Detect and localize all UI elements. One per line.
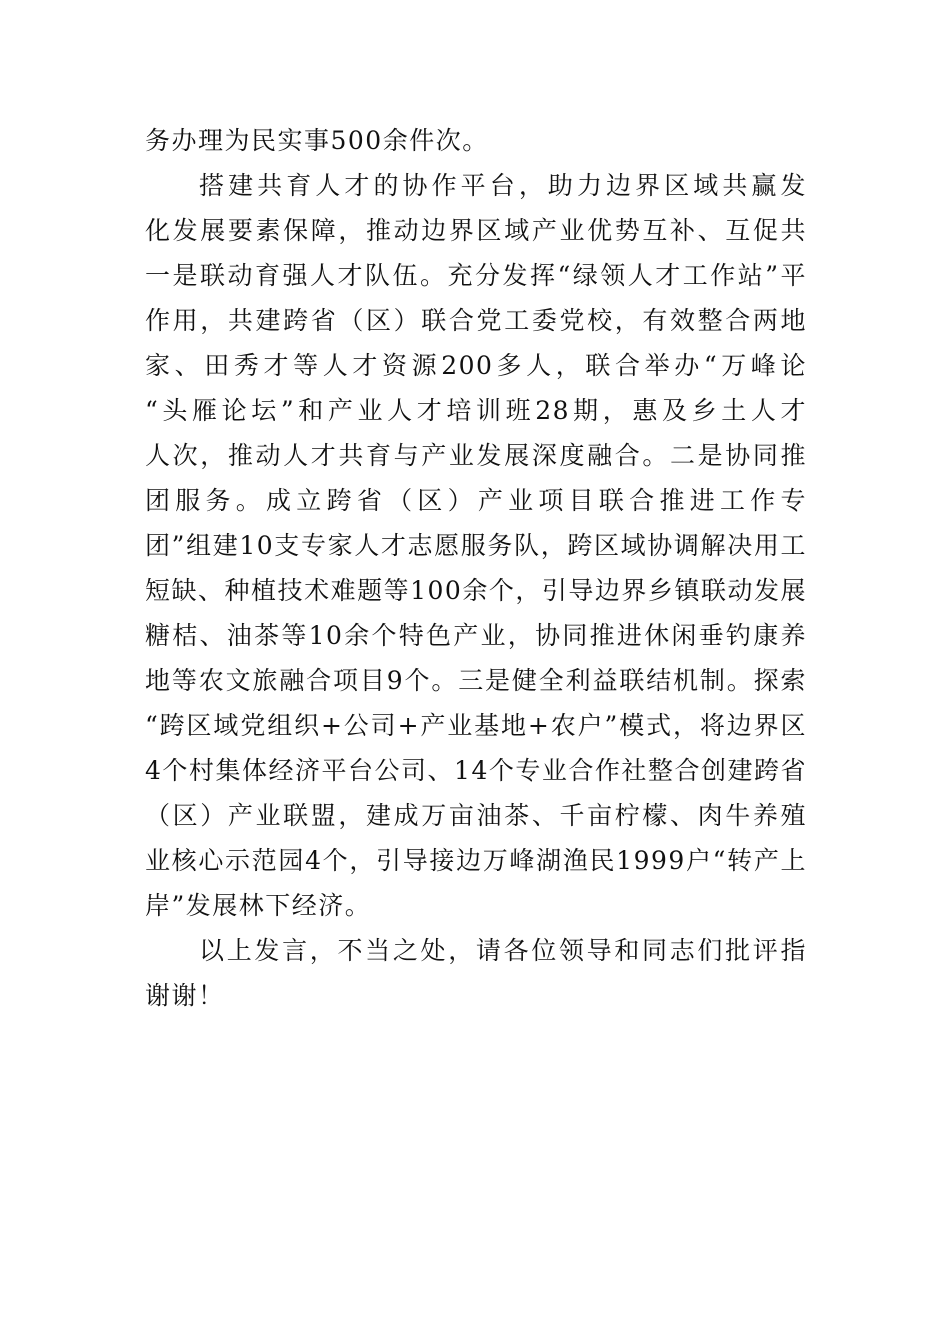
text-line: “头雁论坛”和产业人才培训班28期，惠及乡土人才 <box>145 396 807 425</box>
paragraph-talent-platform <box>145 163 807 928</box>
text-line: 以上发言，不当之处，请各位领导和同志们批评指 <box>199 936 807 965</box>
text-line: 务办理为民实事500余件次。 <box>145 126 489 155</box>
text-line: 化发展要素保障，推动边界区域产业优势互补、互促共 <box>145 216 807 245</box>
text-line: “跨区域党组织+公司+产业基地+农户”模式，将边界区 <box>145 711 807 740</box>
text-line: 一是联动育强人才队伍。充分发挥“绿领人才工作站”平 <box>145 261 807 290</box>
text-line: 4个村集体经济平台公司、14个专业合作社整合创建跨省 <box>145 756 807 785</box>
text-line: 作用，共建跨省（区）联合党工委党校，有效整合两地 <box>145 306 807 335</box>
paragraph-continuation <box>145 118 807 163</box>
text-line: 人次，推动人才共育与产业发展深度融合。二是协同推 <box>145 441 807 470</box>
document-body <box>145 118 807 1018</box>
text-line: 谢谢！ <box>145 981 225 1010</box>
text-line: （区）产业联盟，建成万亩油茶、千亩柠檬、肉牛养殖 <box>145 801 807 830</box>
text-line: 短缺、种植技术难题等100余个，引导边界乡镇联动发展 <box>145 576 807 605</box>
text-line: 业核心示范园4个，引导接边万峰湖渔民1999户“转产上 <box>145 846 807 875</box>
text-line: 地等农文旅融合项目9个。三是健全利益联结机制。探索 <box>145 666 807 695</box>
paragraph-closing <box>145 928 807 1018</box>
text-line: 糖桔、油茶等10余个特色产业，协同推进休闲垂钓康养 <box>145 621 807 650</box>
text-line: 团服务。成立跨省（区）产业项目联合推进工作专 <box>145 486 807 515</box>
text-line: 搭建共育人才的协作平台，助力边界区域共赢发 <box>199 171 807 200</box>
text-line: 家、田秀才等人才资源200多人，联合举办“万峰论 <box>145 351 807 380</box>
text-line: 团”组建10支专家人才志愿服务队，跨区域协调解决用工 <box>145 531 807 560</box>
text-line: 岸”发展林下经济。 <box>145 891 372 920</box>
